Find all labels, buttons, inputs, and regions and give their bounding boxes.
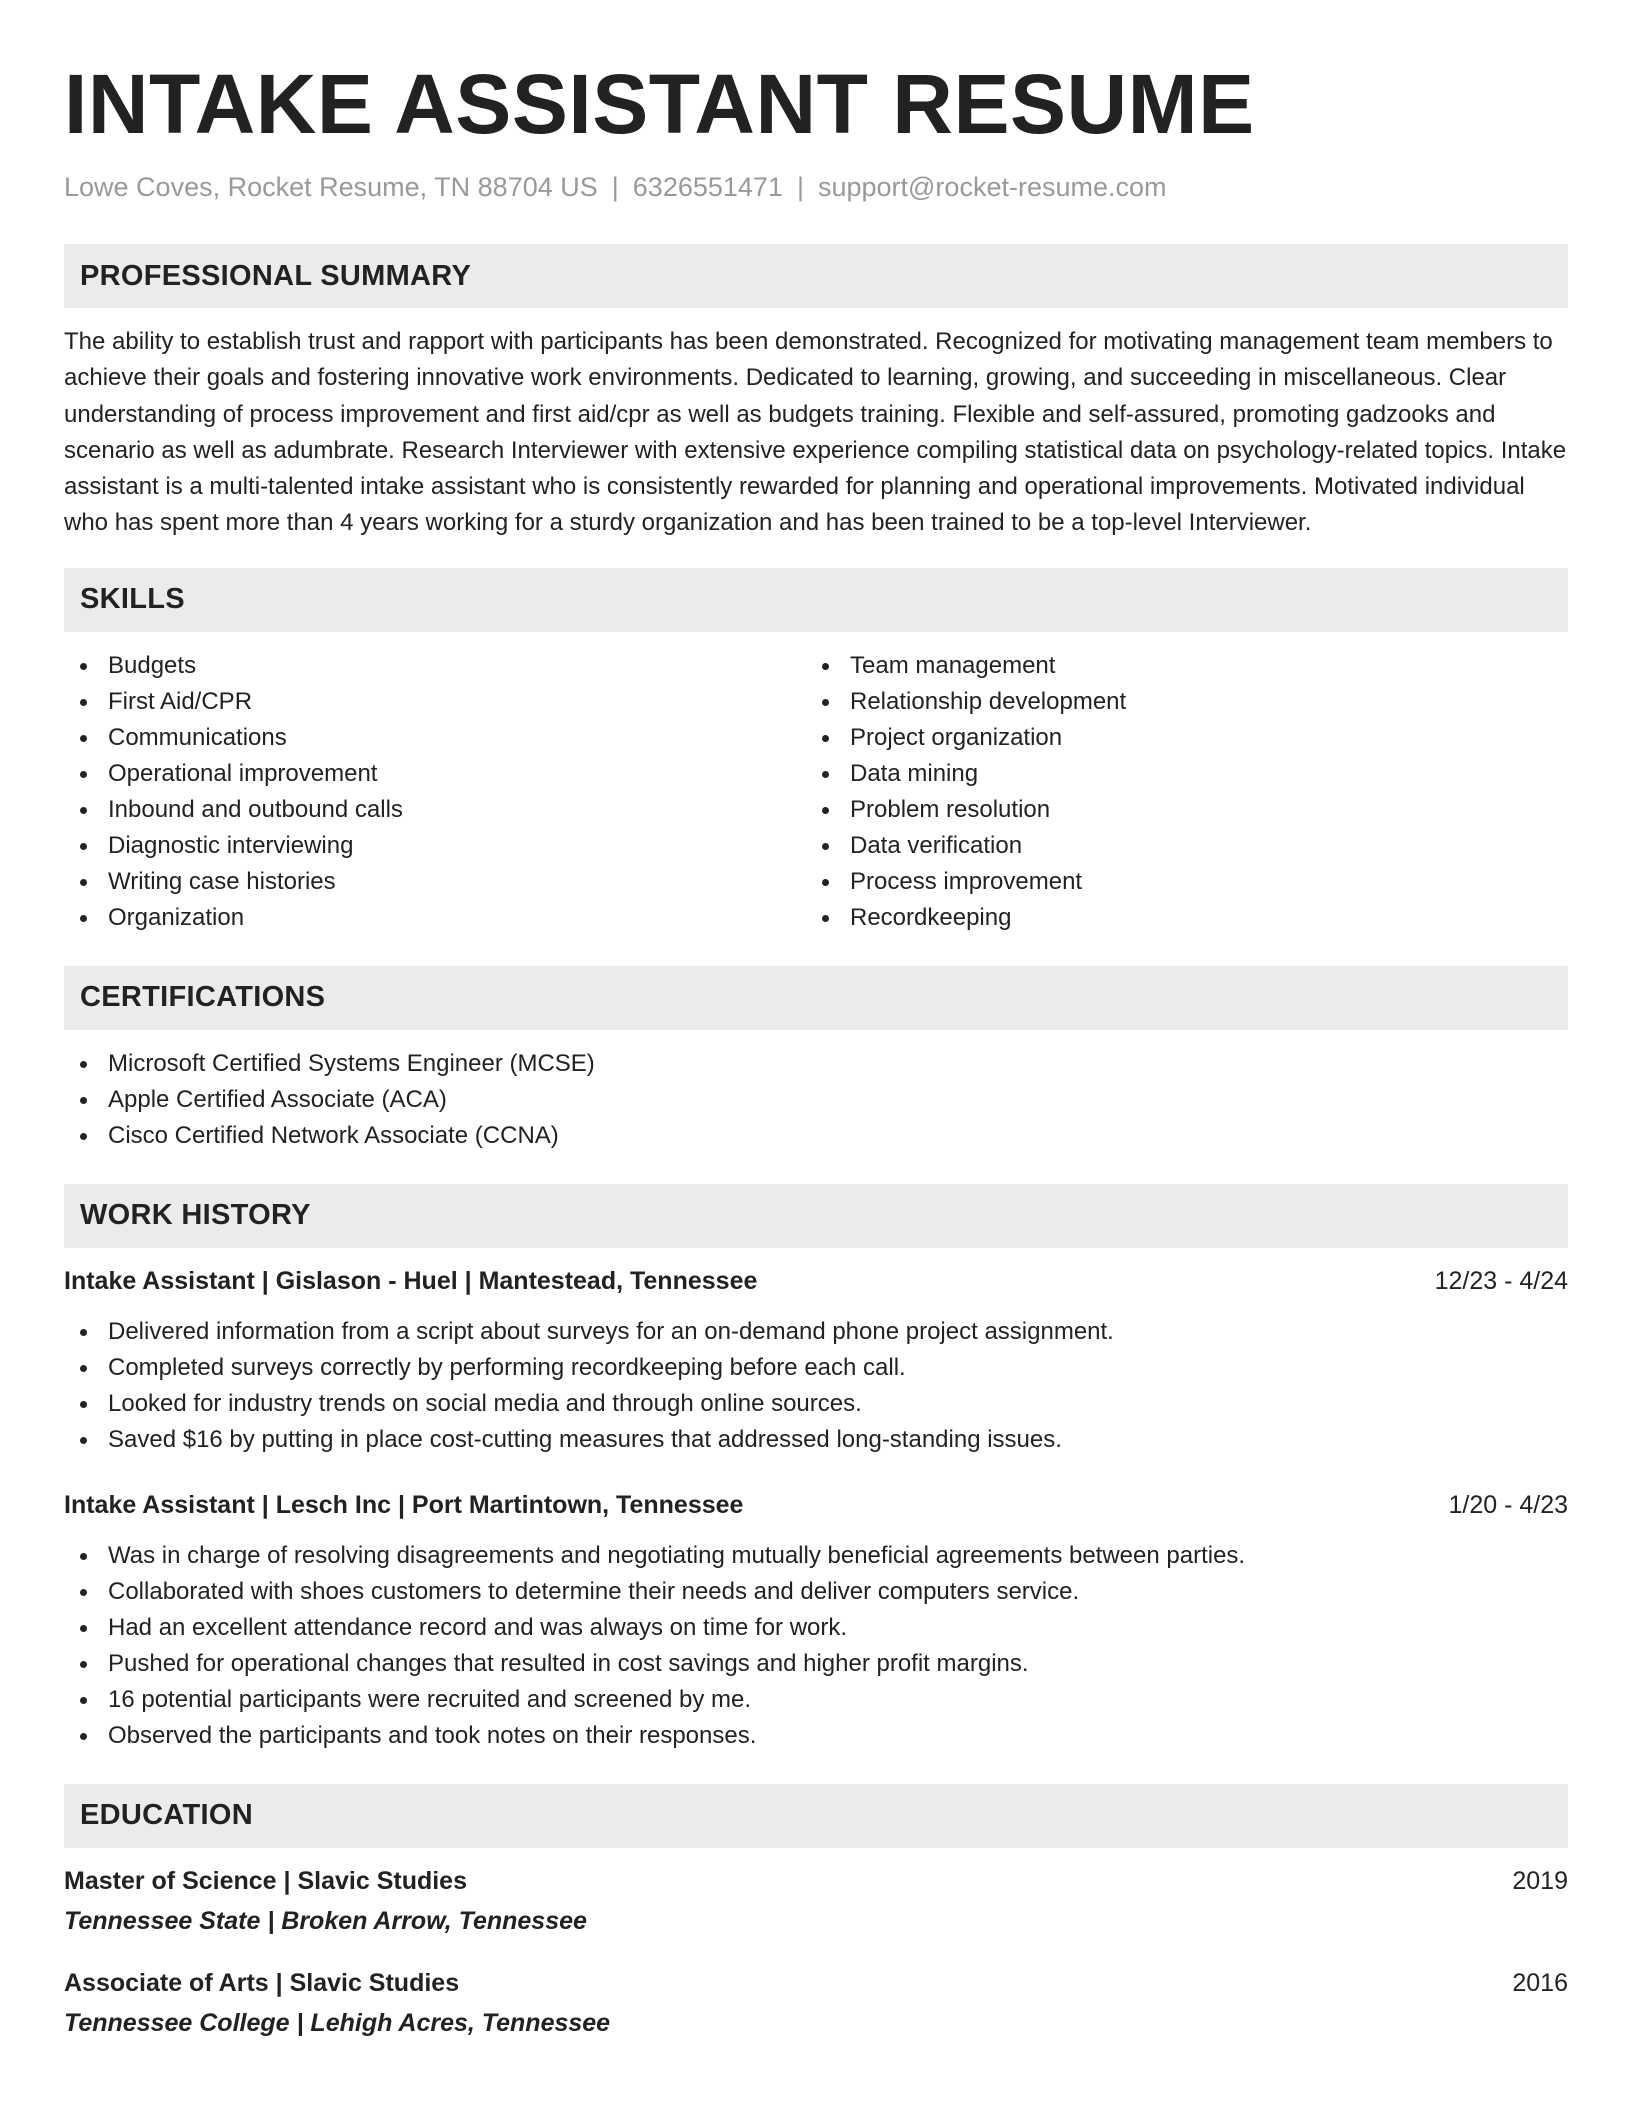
contact-email[interactable]: support@rocket-resume.com — [817, 172, 1167, 202]
certification-item: Apple Certified Associate (ACA) — [64, 1082, 1568, 1118]
skills-column-right — [806, 648, 1548, 936]
job-dates: 1/20 - 4/23 — [1448, 1490, 1568, 1519]
skill-item: Operational improvement — [64, 756, 806, 792]
job-dates: 12/23 - 4/24 — [1434, 1266, 1568, 1295]
job-entry — [64, 1264, 1568, 1458]
summary-section-header: PROFESSIONAL SUMMARY — [64, 244, 1568, 308]
job-bullet: Completed surveys correctly by performing recordkeeping before each call. — [64, 1350, 1568, 1386]
education-entry — [64, 1864, 1568, 1938]
education-heading-row — [64, 1966, 1568, 2000]
job-title: Intake Assistant | Gislason - Huel | Mantestead, Tennessee — [64, 1266, 758, 1295]
job-bullet: Looked for industry trends on social media and through online sources. — [64, 1386, 1568, 1422]
contact-separator: | — [796, 172, 804, 202]
summary-text: The ability to establish trust and rapport with participants has been demonstrated. Recognized for motivating management team members to achieve their goals and fostering innovative work environments. Dedicated to learning, growing, and succeeding in miscellaneous. Clear understanding of process improvement and first aid/cpr as well as budgets training. Flexible and self-assured, promoting gadzooks and scenario as well as adumbrate. Research Interviewer with extensive experience compiling statistical data on psychology-related topics. Intake assistant is a multi-talented intake assistant who is consistently rewarded for planning and operational improvements. Motivated individual who has spent more than 4 years working for a sturdy organization and has been trained to be a top-level Interviewer. — [64, 328, 1567, 537]
job-bullet: Delivered information from a script about surveys for an on-demand phone project assignment. — [64, 1314, 1568, 1350]
certification-item: Cisco Certified Network Associate (CCNA) — [64, 1118, 1568, 1154]
certification-item: Microsoft Certified Systems Engineer (MCSE) — [64, 1046, 1568, 1082]
job-title: Intake Assistant | Lesch Inc | Port Martintown, Tennessee — [64, 1490, 744, 1519]
contact-line — [64, 170, 1568, 204]
job-bullet: Observed the participants and took notes on their responses. — [64, 1718, 1568, 1754]
certifications-section-header: CERTIFICATIONS — [64, 966, 1568, 1030]
skill-item: Recordkeeping — [806, 900, 1548, 936]
skills-grid — [64, 648, 1568, 936]
skill-item: Communications — [64, 720, 806, 756]
skills-section-header: SKILLS — [64, 568, 1568, 632]
skill-item: Relationship development — [806, 684, 1548, 720]
job-bullet: Collaborated with shoes customers to determine their needs and deliver computers service. — [64, 1574, 1568, 1610]
certifications-list — [64, 1046, 1568, 1154]
skill-item: Problem resolution — [806, 792, 1548, 828]
skill-item: Budgets — [64, 648, 806, 684]
education-school: Tennessee State | Broken Arrow, Tennessee — [64, 1906, 587, 1935]
job-bullet: 16 potential participants were recruited and screened by me. — [64, 1682, 1568, 1718]
job-heading-row — [64, 1264, 1568, 1298]
skill-item: Organization — [64, 900, 806, 936]
education-degree: Associate of Arts | Slavic Studies — [64, 1968, 460, 1997]
skill-item: Process improvement — [806, 864, 1548, 900]
skill-item: Project organization — [806, 720, 1548, 756]
job-bullets — [64, 1538, 1568, 1754]
education-section-header: EDUCATION — [64, 1784, 1568, 1848]
skill-item: Diagnostic interviewing — [64, 828, 806, 864]
skills-column-left — [64, 648, 806, 936]
contact-separator: | — [611, 172, 619, 202]
job-bullet: Was in charge of resolving disagreements and negotiating mutually beneficial agreements between parties. — [64, 1538, 1568, 1574]
contact-phone: 6326551471 — [632, 172, 783, 202]
skill-item: Inbound and outbound calls — [64, 792, 806, 828]
job-bullets — [64, 1314, 1568, 1458]
job-bullet: Saved $16 by putting in place cost-cutting measures that addressed long-standing issues. — [64, 1422, 1568, 1458]
skill-item: Writing case histories — [64, 864, 806, 900]
education-degree: Master of Science | Slavic Studies — [64, 1866, 467, 1895]
education-entry — [64, 1966, 1568, 2040]
skill-item: Data verification — [806, 828, 1548, 864]
education-school: Tennessee College | Lehigh Acres, Tennessee — [64, 2008, 611, 2037]
job-heading-row — [64, 1488, 1568, 1522]
job-entry — [64, 1488, 1568, 1754]
job-bullet: Pushed for operational changes that resulted in cost savings and higher profit margins. — [64, 1646, 1568, 1682]
skill-item: Data mining — [806, 756, 1548, 792]
skill-item: Team management — [806, 648, 1548, 684]
education-year: 2016 — [1512, 1968, 1568, 1997]
resume-title: INTAKE ASSISTANT RESUME — [64, 57, 1255, 151]
education-heading-row — [64, 1864, 1568, 1898]
job-bullet: Had an excellent attendance record and was always on time for work. — [64, 1610, 1568, 1646]
education-year: 2019 — [1512, 1866, 1568, 1895]
contact-address: Lowe Coves, Rocket Resume, TN 88704 US — [64, 172, 598, 202]
work-history-section-header: WORK HISTORY — [64, 1184, 1568, 1248]
skill-item: First Aid/CPR — [64, 684, 806, 720]
